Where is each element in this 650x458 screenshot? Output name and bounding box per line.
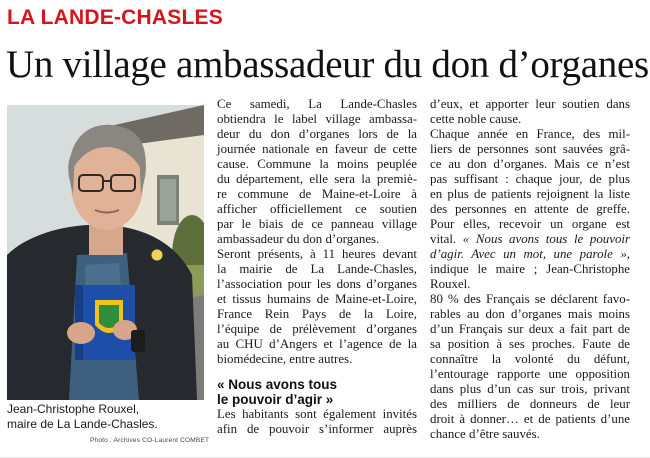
text-line: d’eux, et apporter leur soutien dans <box>430 97 630 111</box>
text-line: 80 % des Français se déclarent favo- <box>430 292 630 306</box>
text-line: obtiendra le label village ambassa- <box>217 112 417 126</box>
article-column-1 <box>217 97 417 437</box>
paragraph <box>217 247 417 367</box>
text-line: biomédecine, entre autres. <box>217 352 353 366</box>
text-line: l’association pour les dons d’organes <box>217 277 417 291</box>
text-line: journée nationale en faveur de cette <box>217 142 417 156</box>
text-line: en plus de patients rejoignent la liste <box>430 187 630 201</box>
text-line: du département, elle sera la premiè- <box>217 172 417 186</box>
photo-caption <box>7 402 207 432</box>
text-line: Les habitants sont également invités <box>217 407 417 421</box>
text-line: connaître la volonté du défunt, <box>430 352 630 366</box>
section-kicker: LA LANDE-CHASLES <box>7 6 223 29</box>
quote-run: d’agir. Avec un mot, une parole », <box>430 247 630 261</box>
text-line: pas suffisant : chaque jour, de plus <box>430 172 630 186</box>
subhead-line: « Nous avons tous <box>217 377 338 392</box>
caption-line: Jean-Christophe Rouxel, <box>7 402 140 416</box>
text-line: Pour elles, recevoir un organe est <box>430 217 630 231</box>
text-line: l’entourage rapporte une opposition <box>430 367 630 381</box>
text-line: la mairie de La Lande-Chasles, <box>217 262 417 276</box>
text-line: France Rein Pays de la Loire, <box>217 307 417 321</box>
text-line: deur du don d’organes lors de la <box>217 127 417 141</box>
text-line <box>430 247 630 262</box>
text-line: chance d’être sauvés. <box>430 427 540 441</box>
text-line: et tissus humains de Maine-et-Loire, <box>217 292 417 306</box>
text-line: Ce samedi, La Lande-Chasles <box>217 97 417 111</box>
text-line: indique le maire ; Jean-Christophe <box>430 262 630 276</box>
quote-run: « Nous avons tous le pouvoir <box>462 232 631 246</box>
text-line: cause. Commune la moins peuplée <box>217 157 417 171</box>
text-line: Seront présents, à 11 heures devant <box>217 247 417 261</box>
text-line <box>430 232 630 247</box>
text-line: l’équipe de prélèvement d’organes <box>217 322 417 336</box>
text-line: droit à donner… et de patients d’une <box>430 412 630 426</box>
text-line: Rouxel. <box>430 277 471 291</box>
text-line: afficher officiellement ce soutien <box>217 202 417 216</box>
caption-line: maire de La Lande-Chasles. <box>7 417 158 431</box>
text-line: ce au don d’organes. Mais ce n’est <box>430 157 630 171</box>
text-line: d’un Français sur deux a fait part de <box>430 322 630 336</box>
mayor-photo <box>7 105 204 400</box>
text-line: ambassadeur du don d’organes. <box>217 232 380 246</box>
paragraph <box>430 127 630 292</box>
text-line: des milliers de donneurs de leur <box>430 397 630 411</box>
paragraph <box>217 97 417 247</box>
text-line: des personnes en attente de greffe. <box>430 202 630 216</box>
text-line: dans plus d’un cas sur trois, privant <box>430 382 630 396</box>
text-line: afin de pouvoir s’informer auprès <box>217 422 417 436</box>
text-line: au CHU d’Angers et l’agence de la <box>217 337 417 351</box>
subhead-line: le pouvoir d’agir » <box>217 392 334 407</box>
paragraph <box>430 97 630 127</box>
text-run: vital. <box>430 232 463 246</box>
text-line: par le biais de ce panneau village <box>217 217 417 231</box>
article-column-2 <box>430 97 630 442</box>
text-line: re commune de Maine-et-Loire à <box>217 187 417 201</box>
text-line: cette noble cause. <box>430 112 522 126</box>
text-line: liers de personnes sont sauvées grâ- <box>430 142 630 156</box>
text-line: sa position à ses proches. Faute de <box>430 337 630 351</box>
text-line: Chaque année en France, des mil- <box>430 127 630 141</box>
article-subhead <box>217 377 417 407</box>
paragraph <box>430 292 630 442</box>
text-line: rables au don d’organes mais moins <box>430 307 630 321</box>
article-headline: Un village ambassadeur du don d’organes <box>6 43 649 86</box>
photo-credit: Photo : Archives CO-Laurent COMBET <box>90 437 210 444</box>
paragraph <box>217 407 417 437</box>
